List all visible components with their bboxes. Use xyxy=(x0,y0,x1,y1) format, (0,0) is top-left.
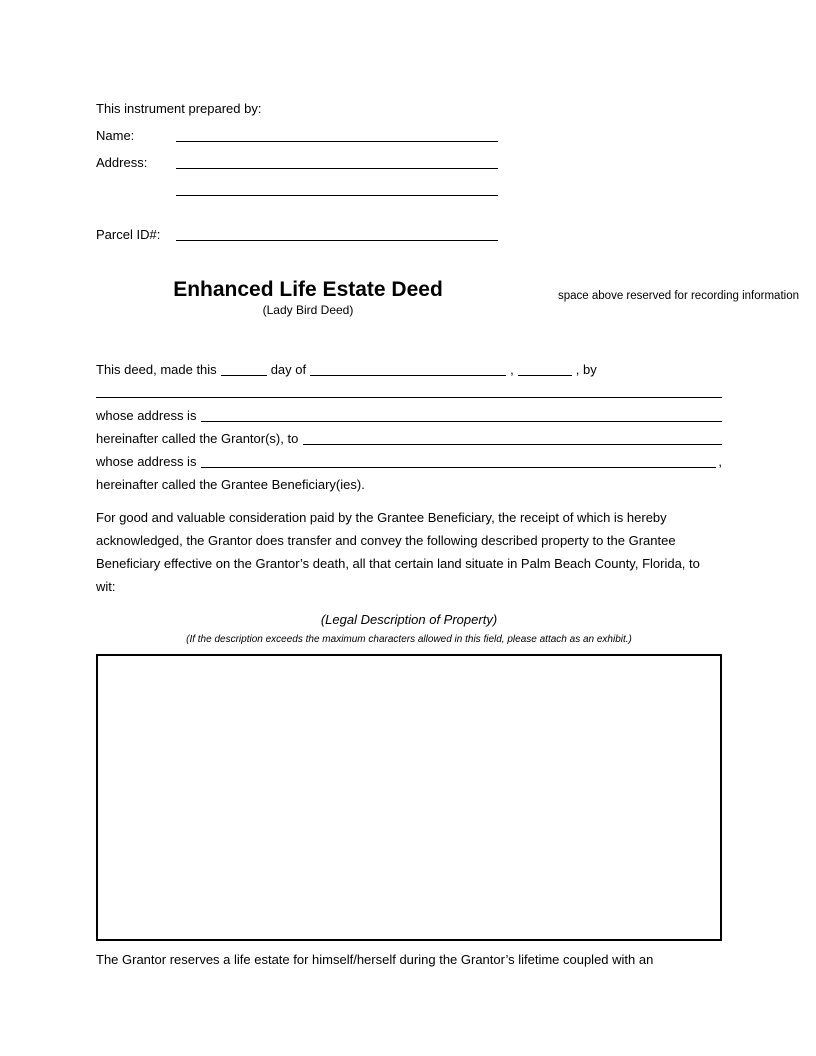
title-block xyxy=(96,277,520,318)
grantee-address-comma: , xyxy=(718,454,722,469)
grantor-clause-row xyxy=(96,427,722,450)
address-row-2 xyxy=(96,178,722,201)
legal-description-box[interactable] xyxy=(96,654,722,941)
address-row xyxy=(96,151,722,174)
life-estate-clause: The Grantor reserves a life estate for himself/herself during the Grantor’s lifetime coupled with an xyxy=(96,952,654,967)
grantee-names-blank[interactable] xyxy=(303,444,722,445)
paragraph-line-4: wit: xyxy=(96,579,116,594)
grantor-names-blank[interactable] xyxy=(96,397,722,398)
deed-opening-line xyxy=(96,358,722,381)
name-blank[interactable] xyxy=(176,129,498,142)
opening-text-made-this: This deed, made this xyxy=(96,362,217,377)
document-content xyxy=(96,97,722,971)
opening-text-comma: , xyxy=(510,362,514,377)
whose-address-2-label: whose address is xyxy=(96,454,197,469)
parcel-label: Parcel ID#: xyxy=(96,227,161,242)
prepared-by-heading: This instrument prepared by: xyxy=(96,101,262,116)
opening-text-by: , by xyxy=(575,362,597,377)
grantor-names-row xyxy=(96,381,722,404)
grantee-address-blank[interactable] xyxy=(201,467,716,468)
whose-address-1-label: whose address is xyxy=(96,408,197,423)
grantor-address-row xyxy=(96,404,722,427)
parcel-row xyxy=(96,223,722,246)
grantee-address-row xyxy=(96,450,722,473)
day-blank[interactable] xyxy=(221,363,267,376)
parcel-blank[interactable] xyxy=(176,228,498,241)
legal-description-note: (If the description exceeds the maximum characters allowed in this field, please attach as an exhibit.) xyxy=(186,634,632,645)
address-blank-1[interactable] xyxy=(176,156,498,169)
paragraph-line-3: Beneficiary effective on the Grantor’s death, all that certain land situate in Palm Beach County, Florida, to xyxy=(96,556,700,571)
grantor-clause-label: hereinafter called the Grantor(s), to xyxy=(96,431,299,446)
opening-text-day-of: day of xyxy=(270,362,307,377)
consideration-paragraph xyxy=(96,506,722,598)
address-label: Address: xyxy=(96,155,148,170)
grantee-clause-line: hereinafter called the Grantee Beneficiary(ies). xyxy=(96,477,365,492)
paragraph-line-2: acknowledged, the Grantor does transfer and convey the following described property to the Grantee xyxy=(96,533,676,548)
name-label: Name: xyxy=(96,128,135,143)
year-blank[interactable] xyxy=(518,363,572,376)
address-blank-2[interactable] xyxy=(176,183,498,196)
name-row xyxy=(96,124,722,147)
recording-note: space above reserved for recording information xyxy=(558,290,799,302)
document-subtitle: (Lady Bird Deed) xyxy=(262,303,354,317)
legal-description-heading: (Legal Description of Property) xyxy=(320,612,498,627)
month-blank[interactable] xyxy=(310,363,506,376)
grantor-address-blank[interactable] xyxy=(201,421,722,422)
paragraph-line-1: For good and valuable consideration paid by the Grantee Beneficiary, the receipt of which is hereby xyxy=(96,510,667,525)
document-title: Enhanced Life Estate Deed xyxy=(173,278,443,301)
